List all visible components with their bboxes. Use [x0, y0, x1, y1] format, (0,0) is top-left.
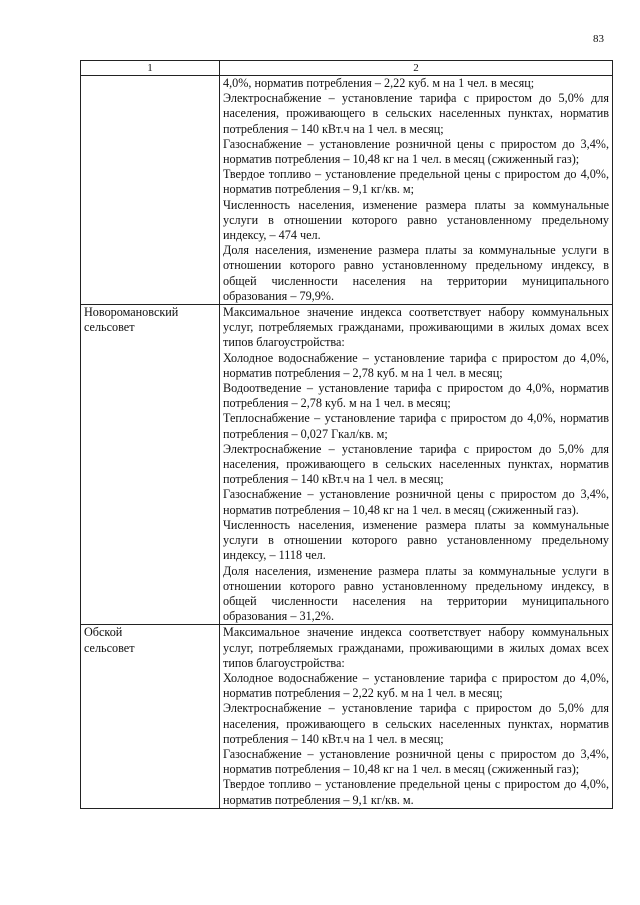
municipality-name-line: Новоромановский	[84, 305, 179, 320]
table-body	[81, 76, 613, 809]
tariff-paragraph: Электроснабжение – установление тарифа с приростом до 5,0% для населения, проживающего в сельских населенных пунктах, норматив потребления – 140 кВт.ч на 1 чел. в месяц;	[223, 441, 609, 487]
municipality-name-cell	[81, 625, 220, 808]
column-header-2: 2	[220, 61, 613, 76]
municipality-name-cell	[81, 76, 220, 305]
tariff-paragraph: 4,0%, норматив потребления – 2,22 куб. м на 1 чел. в месяц;	[223, 76, 535, 90]
tariff-description-cell	[220, 76, 613, 305]
tariff-paragraph: Электроснабжение – установление тарифа с приростом до 5,0% для населения, проживающего в сельских населенных пунктах, норматив потребления – 140 кВт.ч на 1 чел. в месяц;	[223, 91, 609, 136]
tariff-paragraph: Газоснабжение – установление розничной цены с приростом до 3,4%, норматив потребления – 10,48 кг на 1 чел. в месяц (сжиженный газ);	[223, 746, 609, 777]
tariff-paragraph: Доля населения, изменение размера платы за коммунальные услуги в отношении которого равно установленному предельному индексу, в общей численности населения на территории муниципального образования – 79,9%.	[223, 243, 609, 303]
table-row	[81, 625, 613, 808]
column-header-1: 1	[81, 61, 220, 76]
municipality-name-cell	[81, 305, 220, 625]
tariff-paragraph: Численность населения, изменение размера платы за коммунальные услуги в отношении которого равно установленному предельному индексу, – 474 чел.	[223, 197, 609, 243]
municipality-name-line: Обской	[84, 625, 123, 640]
tariff-paragraph: Теплоснабжение – установление тарифа с приростом до 4,0%, норматив потребления – 0,027 Гкал/кв. м;	[223, 411, 609, 441]
tariff-paragraph: Максимальное значение индекса соответствует набору коммунальных услуг, потребляемых гражданами, проживающими в жилых домах всех типов благоустройства:	[223, 305, 609, 350]
tariff-paragraph: Твердое топливо – установление предельной цены с приростом до 4,0%, норматив потребления – 9,1 кг/кв. м;	[223, 167, 609, 197]
municipality-name-line: сельсовет	[84, 320, 135, 335]
tariff-description-cell	[220, 625, 613, 808]
tariff-paragraph: Холодное водоснабжение – установление тарифа с приростом до 4,0%, норматив потребления – 2,78 куб. м на 1 чел. в месяц;	[223, 350, 609, 380]
tariff-paragraph: Электроснабжение – установление тарифа с приростом до 5,0% для населения, проживающего в сельских населенных пунктах, норматив потребления – 140 кВт.ч на 1 чел. в месяц;	[223, 701, 609, 746]
tariff-paragraph: Водоотведение – установление тарифа с приростом до 4,0%, норматив потребления – 2,78 куб. м на 1 чел. в месяц;	[223, 381, 609, 411]
tariff-paragraph: Доля населения, изменение размера платы за коммунальные услуги в отношении которого равно установленному предельному индексу, в общей численности населения на территории муниципального образования – 31,2%.	[223, 563, 609, 624]
municipality-name-line: сельсовет	[84, 640, 135, 655]
tariff-paragraph: Твердое топливо – установление предельной цены с приростом до 4,0%, норматив потребления – 9,1 кг/кв. м.	[223, 777, 609, 807]
municipal-index-table	[80, 60, 613, 809]
tariff-paragraph: Численность населения, изменение размера платы за коммунальные услуги в отношении которого равно установленному предельному индексу, – 1118 чел.	[223, 517, 609, 563]
table-header-row	[81, 61, 613, 76]
table-row	[81, 76, 613, 305]
table-row	[81, 305, 613, 625]
page-number: 83	[593, 33, 604, 45]
tariff-description-cell	[220, 305, 613, 625]
tariff-paragraph: Максимальное значение индекса соответствует набору коммунальных услуг, потребляемых гражданами, проживающими в жилых домах всех типов благоустройства:	[223, 625, 609, 670]
tariff-paragraph: Газоснабжение – установление розничной цены с приростом до 3,4%, норматив потребления – 10,48 кг на 1 чел. в месяц (сжиженный газ).	[223, 487, 609, 517]
tariff-paragraph: Холодное водоснабжение – установление тарифа с приростом до 4,0%, норматив потребления – 2,22 куб. м на 1 чел. в месяц;	[223, 670, 609, 701]
tariff-paragraph: Газоснабжение – установление розничной цены с приростом до 3,4%, норматив потребления – 10,48 кг на 1 чел. в месяц (сжиженный газ);	[223, 136, 609, 167]
